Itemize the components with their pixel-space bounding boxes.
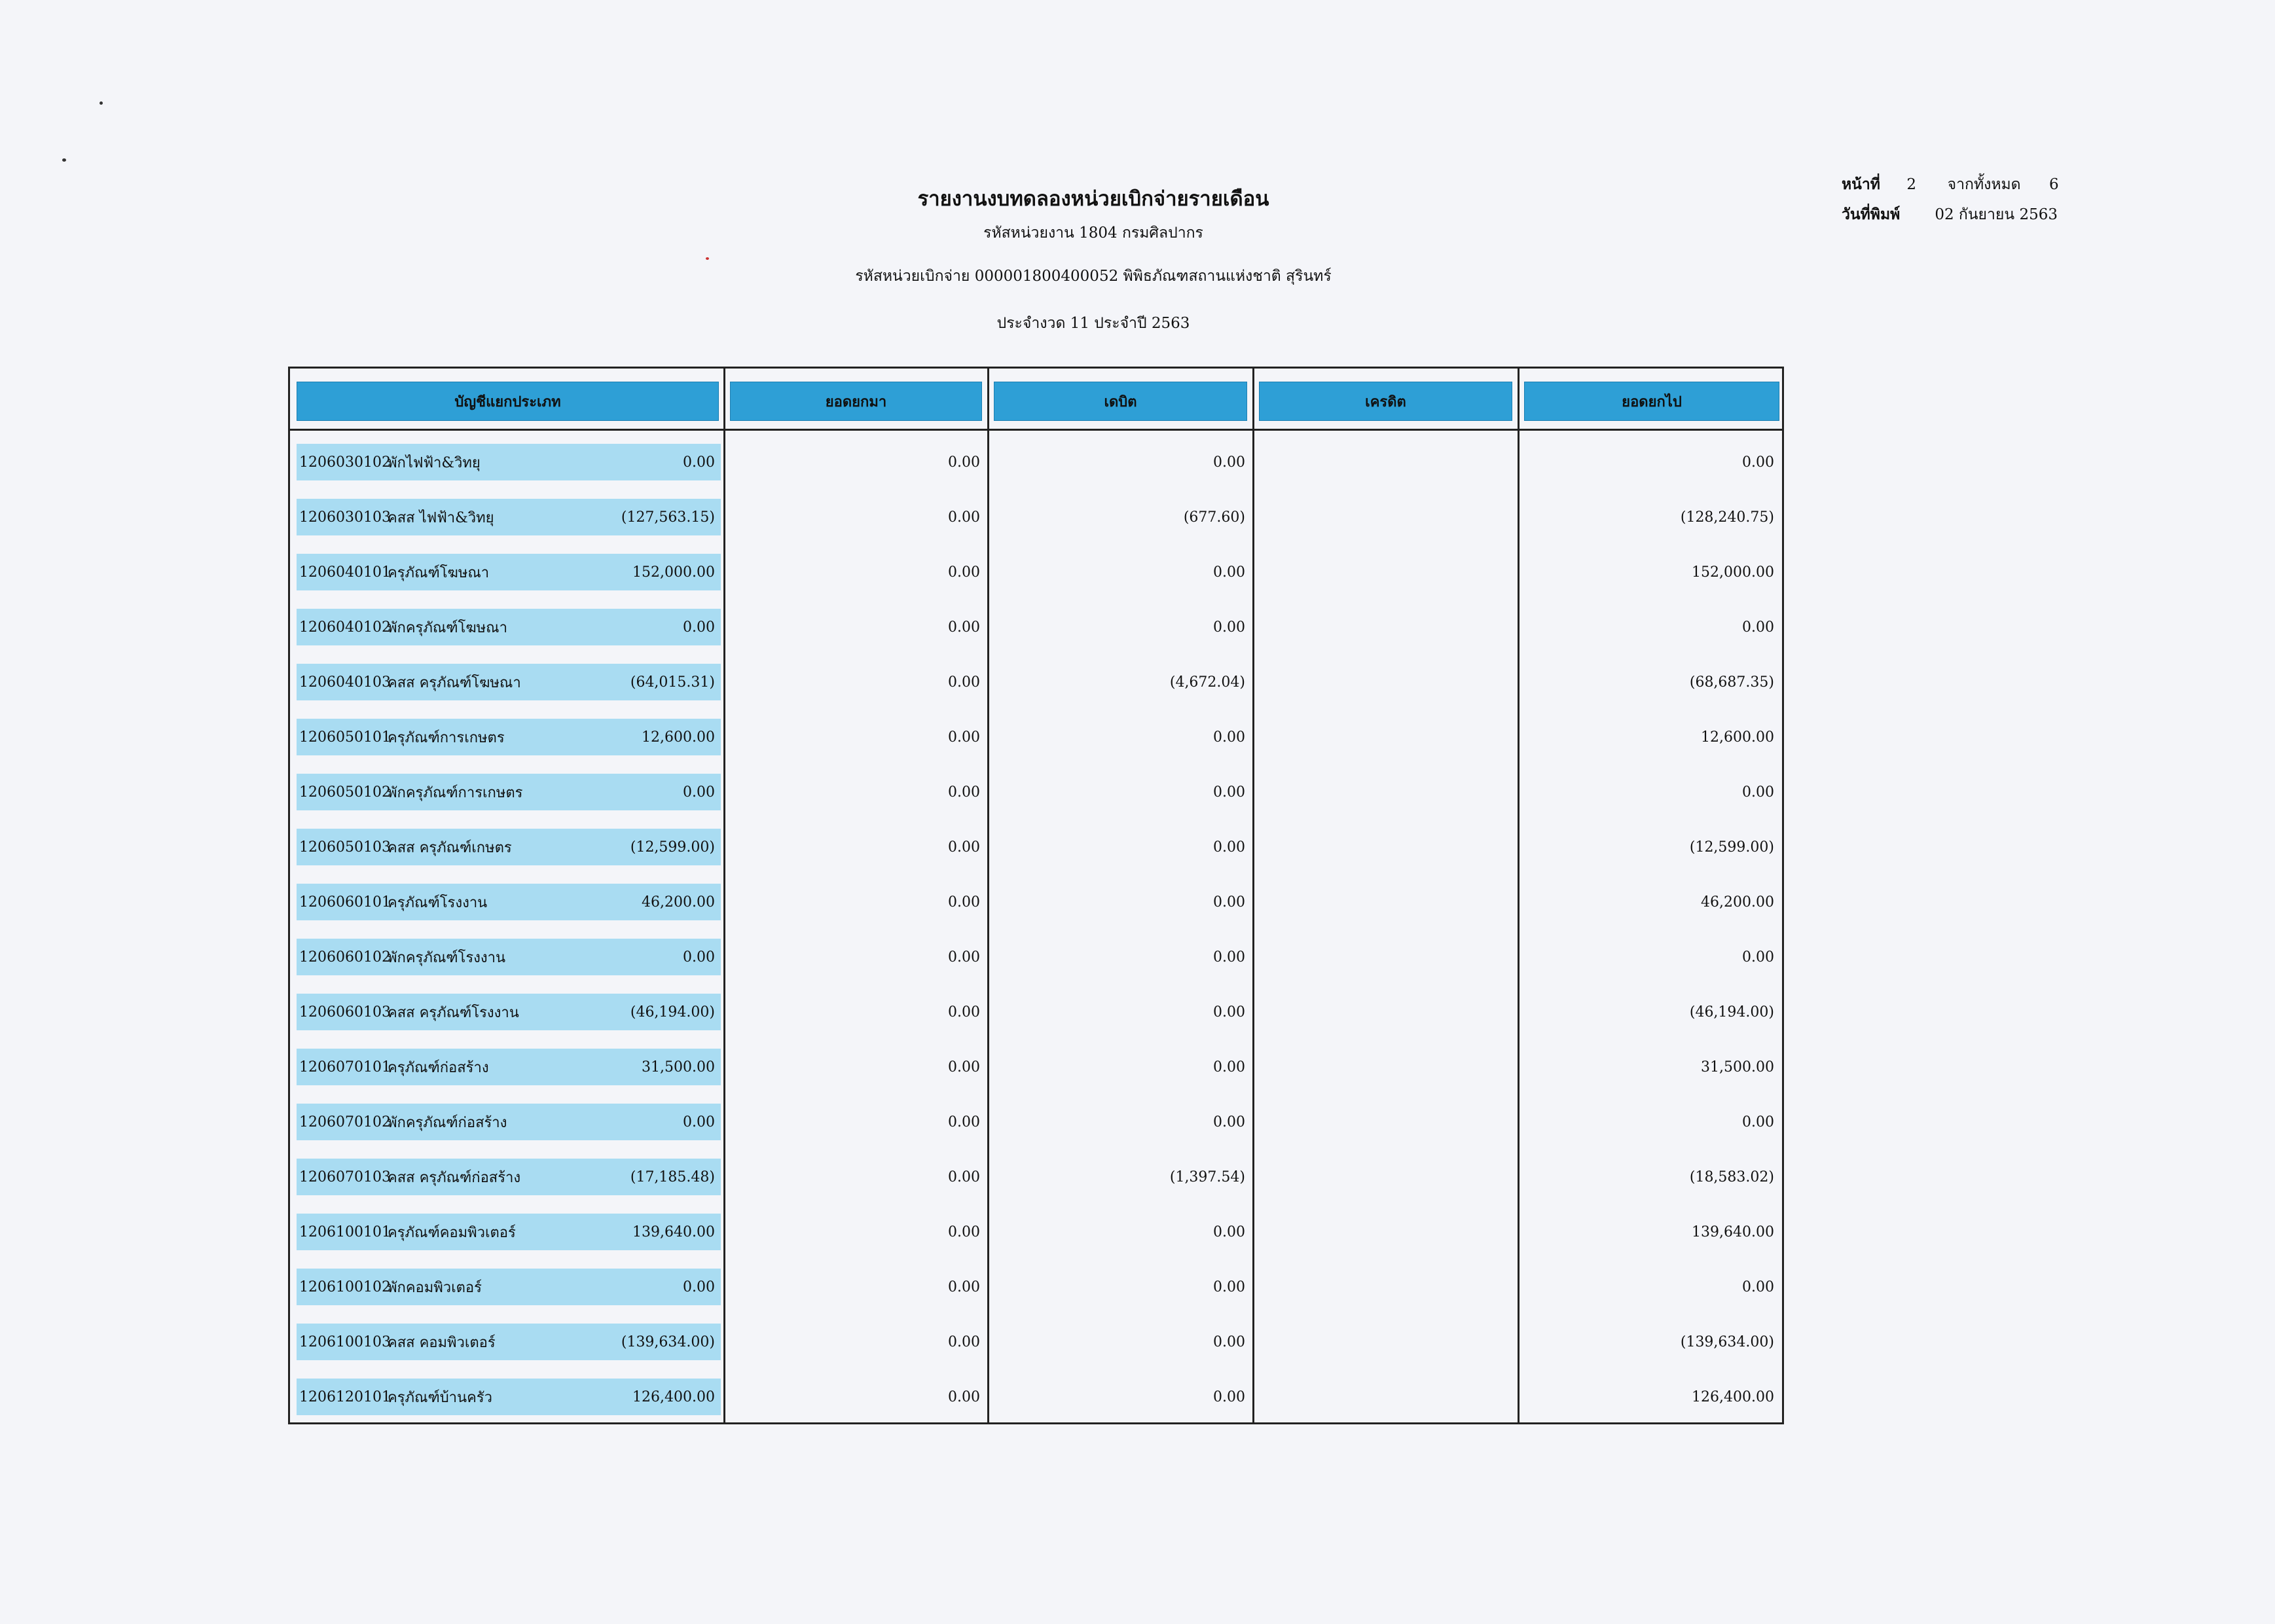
debit-value: 0.00 [948, 1389, 980, 1405]
account-name: คสส ครุภัณฑ์เกษตร [388, 839, 512, 856]
account-name: ครุภัณฑ์โฆษณา [388, 564, 490, 581]
account-code: 1206040102 [299, 619, 391, 636]
credit-value: 0.00 [1213, 619, 1245, 636]
account-code: 1206070103 [299, 1168, 391, 1185]
account-code: 1206120101 [299, 1388, 391, 1405]
debit-value: 0.00 [948, 894, 980, 911]
account-code: 1206040101 [299, 564, 391, 581]
account-code: 1206070101 [299, 1058, 391, 1075]
print-date-indicator [1842, 203, 2058, 226]
table-row [290, 1152, 1782, 1207]
scan-speck [62, 158, 66, 162]
debit-value: 0.00 [948, 454, 980, 471]
credit-value: 0.00 [1213, 784, 1245, 801]
brought-forward-value: 126,400.00 [632, 1389, 715, 1405]
header-divider [290, 429, 1782, 431]
debit-value: 0.00 [948, 1059, 980, 1075]
account-code: 1206100103 [299, 1333, 391, 1350]
account-name: พักคอมพิวเตอร์ [388, 1279, 482, 1296]
table-row [290, 602, 1782, 657]
header-debit: เดบิต [994, 382, 1247, 421]
debit-value: 0.00 [948, 949, 980, 965]
debit-value: 0.00 [948, 1004, 980, 1020]
carried-forward-value: 152,000.00 [1692, 564, 1774, 581]
brought-forward-value: 0.00 [683, 1114, 715, 1130]
scan-speck [706, 257, 709, 260]
table-row [290, 877, 1782, 932]
account-cell [297, 1104, 721, 1140]
carried-forward-value: 0.00 [1742, 1114, 1774, 1130]
brought-forward-value: (46,194.00) [630, 1004, 715, 1020]
scan-speck [100, 101, 103, 105]
account-name: พักครุภัณฑ์การเกษตร [388, 784, 523, 801]
account-code: 1206100102 [299, 1278, 391, 1295]
account-name: พักครุภัณฑ์โรงงาน [388, 949, 506, 966]
debit-value: 0.00 [948, 839, 980, 856]
account-code: 1206050102 [299, 784, 391, 801]
carried-forward-value: (68,687.35) [1689, 674, 1774, 691]
brought-forward-value: 0.00 [683, 949, 715, 965]
table-row [290, 932, 1782, 987]
brought-forward-value: 0.00 [683, 619, 715, 636]
debit-value: 0.00 [948, 784, 980, 801]
account-name: คสส ครุภัณฑ์โรงงาน [388, 1004, 519, 1021]
brought-forward-value: 46,200.00 [642, 894, 715, 911]
brought-forward-value: (17,185.48) [630, 1169, 715, 1185]
debit-value: 0.00 [948, 1279, 980, 1295]
account-code: 1206100101 [299, 1223, 391, 1240]
debit-value: 0.00 [948, 674, 980, 691]
credit-value: 0.00 [1213, 454, 1245, 471]
total-pages: 6 [2048, 176, 2059, 193]
debit-value: 0.00 [948, 729, 980, 746]
account-name: พักครุภัณฑ์โฆษณา [388, 619, 507, 636]
carried-forward-value: 0.00 [1742, 619, 1774, 636]
brought-forward-value: 31,500.00 [642, 1059, 715, 1075]
debit-value: 0.00 [948, 1224, 980, 1240]
brought-forward-value: (12,599.00) [630, 839, 715, 856]
carried-forward-value: 0.00 [1742, 1279, 1774, 1295]
account-cell [297, 774, 721, 810]
account-code: 1206060101 [299, 893, 391, 911]
credit-value: 0.00 [1213, 1389, 1245, 1405]
header-account: บัญชีแยกประเภท [297, 382, 719, 421]
debit-value: 0.00 [948, 619, 980, 636]
table-row [290, 492, 1782, 547]
table-row [290, 1262, 1782, 1317]
credit-value: 0.00 [1213, 1114, 1245, 1130]
credit-value: 0.00 [1213, 564, 1245, 581]
table-row [290, 547, 1782, 602]
brought-forward-value: 0.00 [683, 784, 715, 801]
trial-balance-table [288, 367, 1784, 1424]
carried-forward-value: 139,640.00 [1692, 1224, 1774, 1240]
credit-value: 0.00 [1213, 839, 1245, 856]
agency-line: รหัสหน่วยงาน 1804 กรมศิลปากร [983, 225, 1203, 242]
header-carried-forward: ยอดยกไป [1524, 382, 1779, 421]
carried-forward-value: (139,634.00) [1680, 1334, 1774, 1350]
brought-forward-value: (139,634.00) [621, 1334, 715, 1350]
print-date-label: วันที่พิมพ์ [1842, 206, 1901, 223]
account-name: ครุภัณฑ์โรงงาน [388, 894, 488, 911]
account-code: 1206050103 [299, 839, 391, 856]
table-row [290, 1097, 1782, 1152]
carried-forward-value: 46,200.00 [1701, 894, 1774, 911]
header-credit: เครดิต [1259, 382, 1512, 421]
account-name: พักไฟฟ้า&วิทยุ [388, 454, 481, 471]
credit-value: 0.00 [1213, 1004, 1245, 1020]
credit-value: 0.00 [1213, 1279, 1245, 1295]
table-row [290, 987, 1782, 1042]
carried-forward-value: (18,583.02) [1689, 1169, 1774, 1185]
brought-forward-value: (127,563.15) [621, 509, 715, 526]
account-name: ครุภัณฑ์ก่อสร้าง [388, 1059, 489, 1076]
debit-value: 0.00 [948, 1334, 980, 1350]
brought-forward-value: 0.00 [683, 1279, 715, 1295]
account-name: คสส ครุภัณฑ์โฆษณา [388, 674, 521, 691]
table-row [290, 437, 1782, 492]
header-brought-forward: ยอดยกมา [730, 382, 982, 421]
account-code: 1206040103 [299, 674, 391, 691]
brought-forward-value: 12,600.00 [642, 729, 715, 746]
credit-value: 0.00 [1213, 1224, 1245, 1240]
debit-value: 0.00 [948, 1114, 980, 1130]
account-code: 1206060102 [299, 948, 391, 965]
account-cell [297, 939, 721, 975]
period-line: ประจำงวด 11 ประจำปี 2563 [996, 315, 1190, 332]
credit-value: 0.00 [1213, 1059, 1245, 1075]
account-name: ครุภัณฑ์คอมพิวเตอร์ [388, 1224, 516, 1241]
brought-forward-value: 0.00 [683, 454, 715, 471]
brought-forward-value: (64,015.31) [630, 674, 715, 691]
carried-forward-value: 0.00 [1742, 454, 1774, 471]
carried-forward-value: 0.00 [1742, 949, 1774, 965]
table-row [290, 1372, 1782, 1427]
credit-value: (4,672.04) [1169, 674, 1245, 691]
disbursing-unit-line: รหัสหน่วยเบิกจ่าย 000001800400052 พิพิธภัณฑสถานแห่งชาติ สุรินทร์ [855, 268, 1332, 285]
page-indicator [1842, 173, 2059, 196]
account-code: 1206030103 [299, 509, 391, 526]
credit-value: (677.60) [1183, 509, 1245, 526]
credit-value: 0.00 [1213, 949, 1245, 965]
table-row [290, 767, 1782, 822]
debit-value: 0.00 [948, 564, 980, 581]
carried-forward-value: (128,240.75) [1680, 509, 1774, 526]
account-code: 1206030102 [299, 454, 391, 471]
debit-value: 0.00 [948, 1169, 980, 1185]
carried-forward-value: 12,600.00 [1701, 729, 1774, 746]
carried-forward-value: 0.00 [1742, 784, 1774, 801]
table-row [290, 822, 1782, 877]
account-cell [297, 1269, 721, 1305]
credit-value: 0.00 [1213, 729, 1245, 746]
print-date: 02 กันยายน 2563 [1935, 206, 2058, 223]
carried-forward-value: 126,400.00 [1692, 1389, 1774, 1405]
account-name: ครุภัณฑ์บ้านครัว [388, 1389, 492, 1406]
table-row [290, 712, 1782, 767]
page-label: หน้าที่ [1842, 175, 1880, 193]
table-row [290, 1317, 1782, 1372]
brought-forward-value: 152,000.00 [632, 564, 715, 581]
account-name: พักครุภัณฑ์ก่อสร้าง [388, 1114, 507, 1131]
total-pages-label: จากทั้งหมด [1947, 176, 2021, 193]
carried-forward-value: (46,194.00) [1689, 1004, 1774, 1020]
account-code: 1206070102 [299, 1113, 391, 1130]
account-code: 1206060103 [299, 1003, 391, 1020]
account-name: คสส คอมพิวเตอร์ [388, 1334, 496, 1351]
account-cell [297, 444, 721, 480]
account-name: คสส ไฟฟ้า&วิทยุ [388, 509, 494, 526]
account-name: คสส ครุภัณฑ์ก่อสร้าง [388, 1169, 521, 1186]
account-cell [297, 609, 721, 645]
report-title: รายงานงบทดลองหน่วยเบิกจ่ายรายเดือน [917, 187, 1269, 211]
account-name: ครุภัณฑ์การเกษตร [388, 729, 505, 746]
credit-value: 0.00 [1213, 894, 1245, 911]
table-row [290, 1042, 1782, 1097]
account-code: 1206050101 [299, 729, 391, 746]
credit-value: 0.00 [1213, 1334, 1245, 1350]
brought-forward-value: 139,640.00 [632, 1224, 715, 1240]
credit-value: (1,397.54) [1169, 1169, 1245, 1185]
page-number: 2 [1906, 176, 1916, 193]
debit-value: 0.00 [948, 509, 980, 526]
carried-forward-value: 31,500.00 [1701, 1059, 1774, 1075]
table-row [290, 1207, 1782, 1262]
carried-forward-value: (12,599.00) [1689, 839, 1774, 856]
table-row [290, 657, 1782, 712]
